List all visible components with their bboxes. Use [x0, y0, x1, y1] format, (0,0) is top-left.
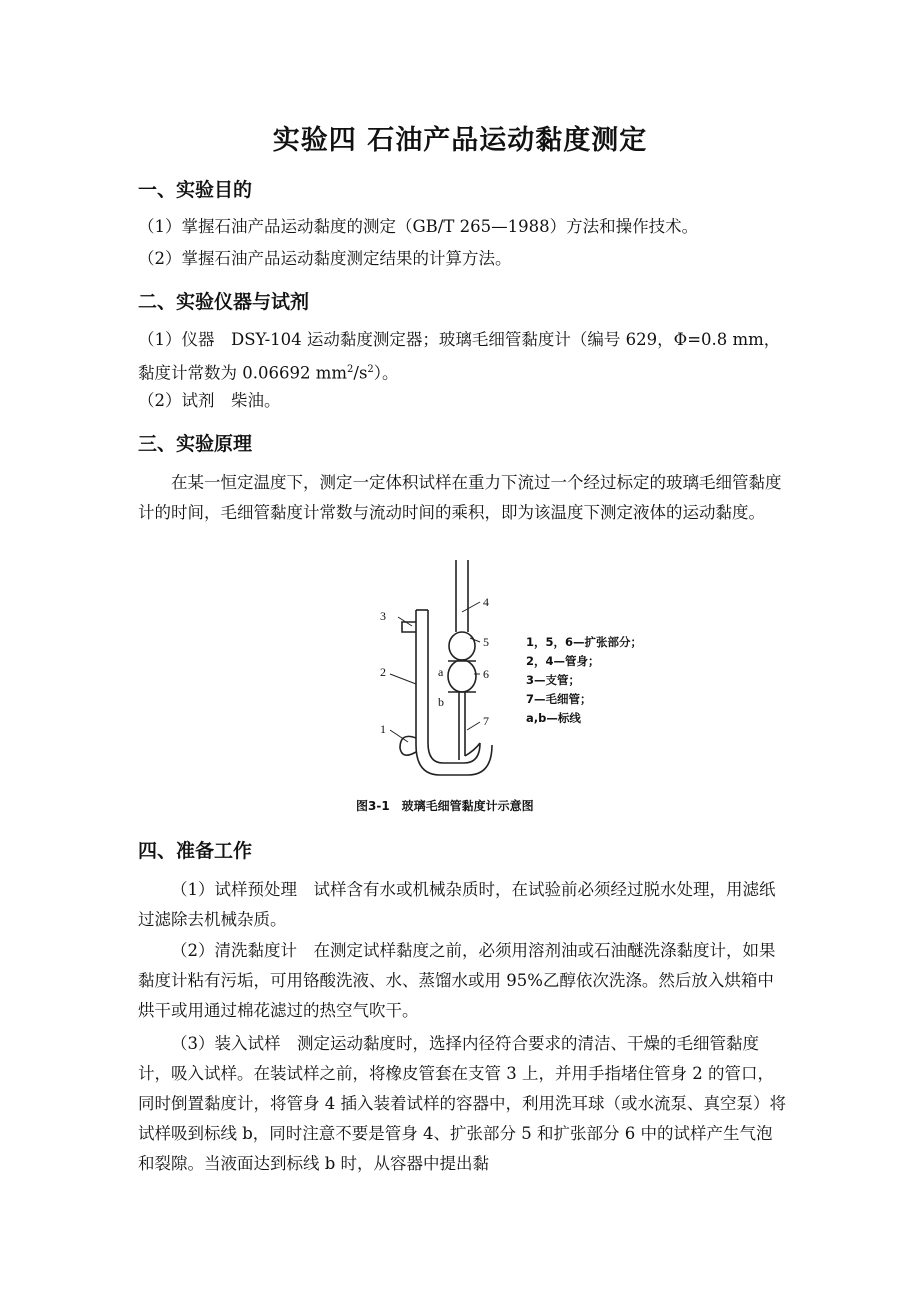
section-heading-purpose: 一、实验目的 — [138, 179, 253, 201]
preparation-paragraph-3: （3）装入试样 测定运动黏度时，选择内径符合要求的清洁、干燥的毛细管黏度计，吸入试样。在装试样之前，将橡皮管套在支管 3 上，并用手指堵住管身 2 的管口，同时倒置黏度计，将管身 4 插入装着试样的容器中，利用洗耳球（或水流泵、真空泵）将试样吸到标线 b，同时注意不要是管身 4、扩张部分 5 和扩张部分 6 中的试样产生气泡和裂隙。当液面达到标线 b 时，从容器中提出黏 — [138, 1034, 786, 1173]
apparatus-item-2: （2）试剂 柴油。 — [138, 391, 281, 410]
label-b: b — [438, 695, 444, 709]
label-5: 5 — [483, 635, 489, 649]
preparation-paragraph-1: （1）试样预处理 试样含有水或机械杂质时，在试验前必须经过脱水处理，用滤纸过滤除去机械杂质。 — [138, 880, 776, 929]
legend-item: 3—支管； — [526, 673, 581, 687]
apparatus-item-1: （1）仪器 DSY-104 运动黏度测定器；玻璃毛细管黏度计（编号 629，Φ=0.8 mm，黏度计常数为 0.06692 $mm^2/s^2$）。 — [138, 330, 781, 383]
preparation-paragraph-2: （2）清洗黏度计 在测定试样黏度之前，必须用溶剂油或石油醚洗涤黏度计，如果黏度计粘有污垢，可用铬酸洗液、水、蒸馏水或用 95%乙醇依次洗涤。然后放入烘箱中烘干或用通过棉花滤过的热空气吹干。 — [138, 941, 776, 1020]
legend-item: 7—毛细管； — [526, 692, 592, 706]
section-heading-apparatus: 二、实验仪器与试剂 — [138, 291, 310, 313]
purpose-item-1: （1）掌握石油产品运动黏度的测定（GB/T 265—1988）方法和操作技术。 — [138, 217, 699, 236]
label-a: a — [438, 665, 444, 679]
label-7: 7 — [483, 714, 489, 728]
label-2: 2 — [380, 665, 386, 679]
figure-legend — [526, 633, 642, 728]
label-6: 6 — [483, 667, 489, 681]
legend-item: 1，5，6—扩张部分； — [526, 635, 643, 649]
label-4: 4 — [483, 595, 489, 609]
section-heading-principle: 三、实验原理 — [138, 433, 253, 455]
label-1: 1 — [380, 722, 386, 736]
principle-paragraph: 在某一恒定温度下，测定一定体积试样在重力下流过一个经过标定的玻璃毛细管黏度计的时间，毛细管黏度计常数与流动时间的乘积，即为该温度下测定液体的运动黏度。 — [138, 473, 782, 522]
page-title: 实验四 石油产品运动黏度测定 — [272, 125, 648, 156]
label-3: 3 — [380, 609, 386, 623]
legend-item: a,b—标线 — [526, 711, 581, 725]
purpose-item-2: （2）掌握石油产品运动黏度测定结果的计算方法。 — [138, 249, 512, 268]
legend-item: 2，4—管身； — [526, 654, 600, 668]
section-heading-preparation: 四、准备工作 — [138, 840, 253, 862]
figure-caption: 图3-1 玻璃毛细管黏度计示意图 — [356, 799, 534, 813]
